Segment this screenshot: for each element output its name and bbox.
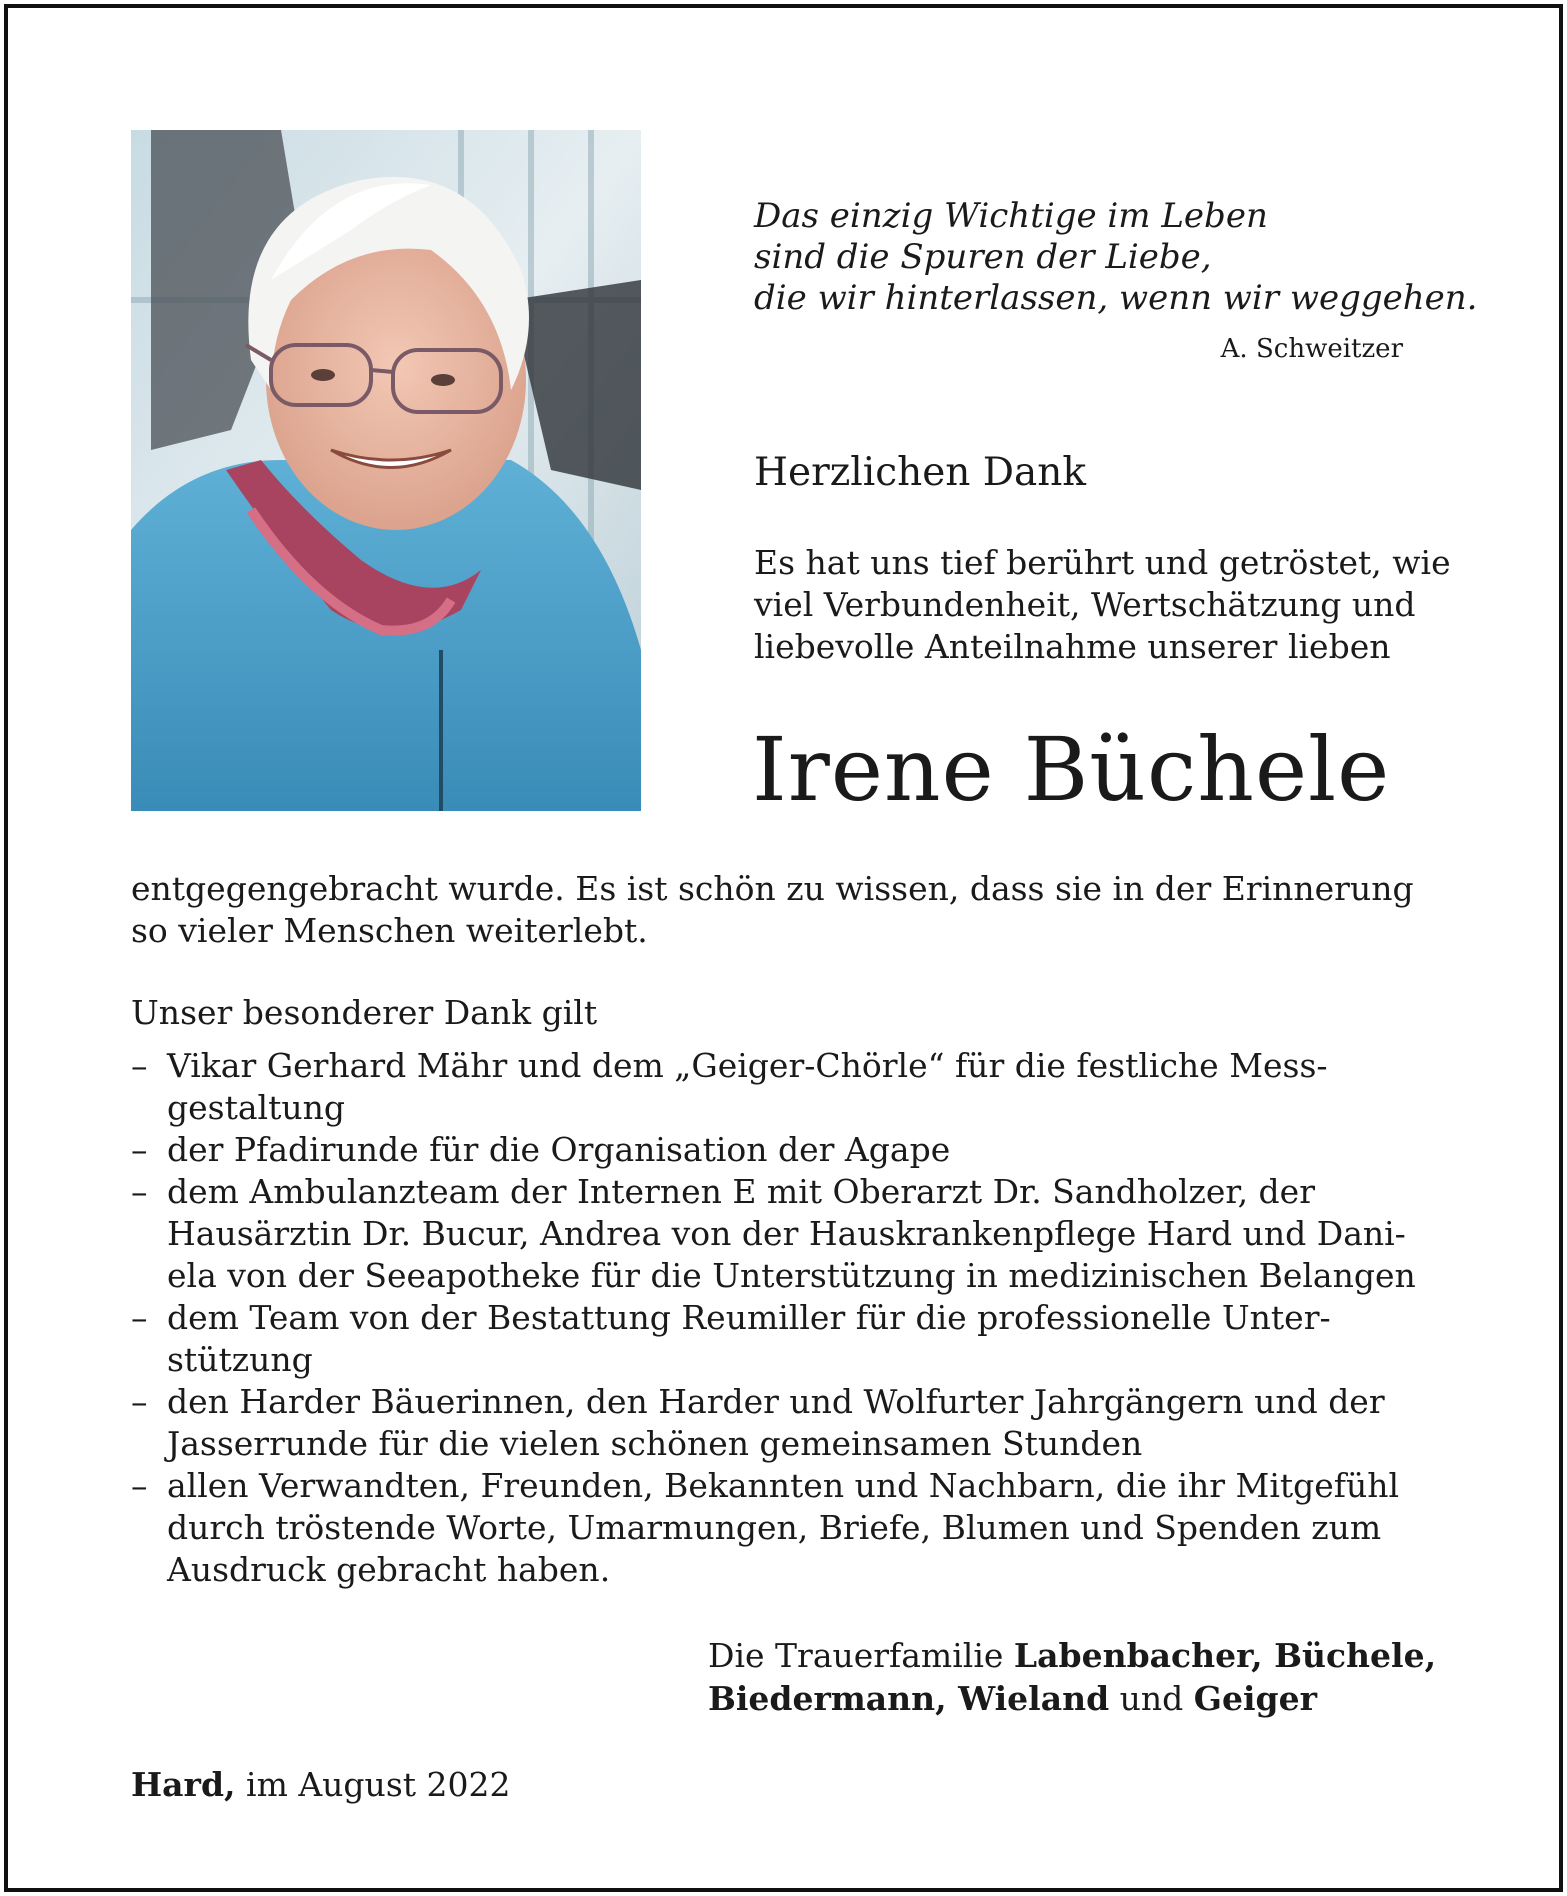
list-item-line: Ausdruck gebracht haben. [167,1550,611,1589]
list-item-line: den Harder Bäuerinnen, den Harder und Wolfurter Jahrgängern und der [167,1382,1385,1421]
dash-bullet: – [131,1466,148,1505]
deceased-name: Irene Büchele [752,718,1391,821]
list-item-line: der Pfadirunde für die Organisation der Agape [167,1130,951,1169]
dash-bullet: – [131,1046,148,1085]
place-date [131,1765,510,1804]
family-signature [708,1634,1438,1720]
quote-author: A. Schweitzer [1220,334,1403,364]
intro-line: viel Verbundenheit, Wertschätzung und [754,585,1416,624]
list-item-line: dem Ambulanzteam der Internen E mit Oberarzt Dr. Sandholzer, der [167,1172,1315,1211]
list-item-line: durch tröstende Worte, Umarmungen, Briefe, Blumen und Spenden zum [167,1508,1382,1547]
place: Hard, [131,1765,236,1804]
list-item-line: gestaltung [167,1088,345,1127]
quote [754,196,1478,319]
special-thanks-intro: Unser besonderer Dank gilt [131,993,598,1032]
date: im August 2022 [246,1765,511,1804]
dash-bullet: – [131,1298,148,1337]
family-connector: und [1119,1679,1184,1718]
family-names: Biedermann, Wieland [708,1679,1110,1718]
continuation-line: entgegengebracht wurde. Es ist schön zu wissen, dass sie in der Erinnerung [131,869,1414,908]
list-item-line: allen Verwandten, Freunden, Bekannten und Nachbarn, die ihr Mitgefühl [167,1466,1400,1505]
list-item [131,1045,1441,1129]
quote-line: sind die Spuren der Liebe, [754,237,1212,277]
list-item-line: Vikar Gerhard Mähr und dem „Geiger-Chörle“ für die festliche Mess- [167,1046,1328,1085]
list-item-line: dem Team von der Bestattung Reumiller für die professionelle Unter- [167,1298,1331,1337]
thanks-heading: Herzlichen Dank [754,450,1087,495]
family-prefix: Die Trauerfamilie [708,1636,1004,1675]
intro-line: liebevolle Anteilnahme unserer lieben [754,627,1391,666]
list-item-line: ela von der Seeapotheke für die Unterstützung in medizinischen Belangen [167,1256,1416,1295]
intro-line: Es hat uns tief berührt und getröstet, wie [754,543,1451,582]
continuation-text [131,868,1441,952]
list-item [131,1129,1441,1171]
dash-bullet: – [131,1172,148,1211]
quote-line: die wir hinterlassen, wenn wir weggehen. [754,278,1478,318]
family-line [708,1677,1438,1720]
continuation-line: so vieler Menschen weiterlebt. [131,911,648,950]
dash-bullet: – [131,1130,148,1169]
list-item [131,1465,1441,1591]
dash-bullet: – [131,1382,148,1421]
family-names: Labenbacher, Büchele, [1013,1636,1437,1675]
list-item-line: stützung [167,1340,313,1379]
list-item-line: Jasserrunde für die vielen schönen gemeinsamen Stunden [167,1424,1143,1463]
portrait-photo [131,130,641,811]
list-item [131,1381,1441,1465]
quote-line: Das einzig Wichtige im Leben [754,196,1268,236]
list-item [131,1297,1441,1381]
list-item-line: Hausärztin Dr. Bucur, Andrea von der Hauskrankenpflege Hard und Dani- [167,1214,1406,1253]
family-names: Geiger [1193,1679,1317,1718]
thanks-list [131,1045,1441,1591]
intro-text [754,542,1451,668]
list-item [131,1171,1441,1297]
family-line [708,1634,1438,1677]
